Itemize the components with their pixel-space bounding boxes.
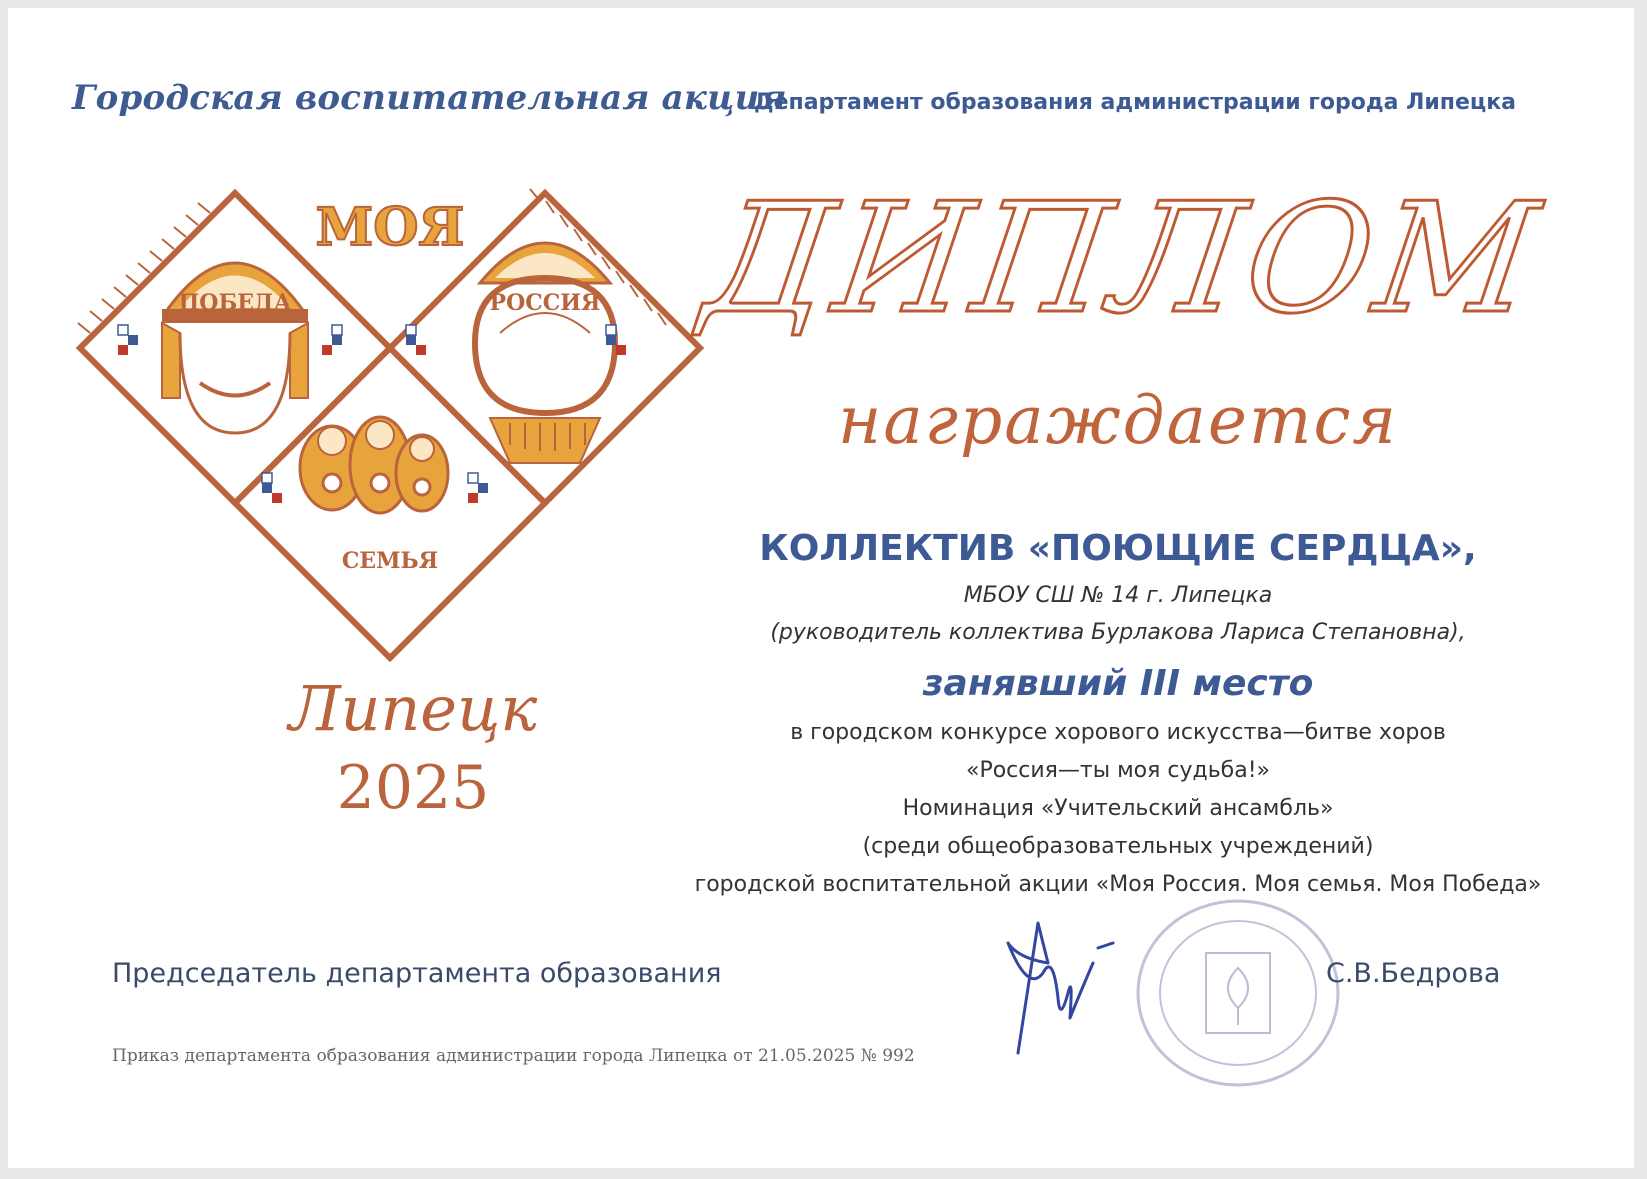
chair-position: Председатель департамента образования (112, 958, 722, 989)
signer-name: С.В.Бедрова (1326, 958, 1501, 989)
nomination-scope: (среди общеобразовательных учреждений) (862, 834, 1374, 859)
department-title: Департамент образования администрации города Липецка (754, 90, 1516, 115)
contest-name: «Россия—ты моя судьба!» (966, 758, 1270, 783)
campaign-line: городской воспитательной акции «Моя Россия. Моя семья. Моя Победа» (694, 872, 1542, 897)
order-reference: Приказ департамента образования администрации города Липецка от 21.05.2025 № 992 (112, 1046, 915, 1066)
contest-line: в городском конкурсе хорового искусства—битве хоров (790, 720, 1446, 745)
school-name: МБОУ СШ № 14 г. Липецка (963, 583, 1273, 608)
official-stamp-icon (1128, 893, 1348, 1093)
emblem-label-victory: ПОБЕДА (178, 290, 292, 316)
diploma-sheet (8, 8, 1634, 1168)
emblem-label-russia: РОССИЯ (489, 290, 601, 316)
matryoshka-icon (300, 417, 448, 513)
emblem-top-word: МОЯ (315, 197, 465, 258)
face-left-icon (162, 263, 308, 433)
campaign-title: Городская воспитательная акция (72, 78, 787, 118)
place-award: занявший III место (922, 663, 1314, 704)
recipient-name: КОЛЛЕКТИВ «ПОЮЩИЕ СЕРДЦА», (759, 528, 1477, 569)
leader-name: (руководитель коллектива Бурлакова Лариса Степановна), (770, 620, 1466, 645)
emblem-year: 2025 (336, 753, 490, 823)
diploma-title: ДИПЛОМ (695, 170, 1553, 347)
emblem-city: Липецк (288, 672, 538, 745)
nomination: Номинация «Учительский ансамбль» (902, 796, 1334, 821)
emblem-label-family: СЕМЬЯ (341, 548, 439, 574)
face-right-icon (475, 243, 615, 463)
awarded-text: награждается (837, 382, 1399, 459)
signature-icon (998, 903, 1118, 1063)
